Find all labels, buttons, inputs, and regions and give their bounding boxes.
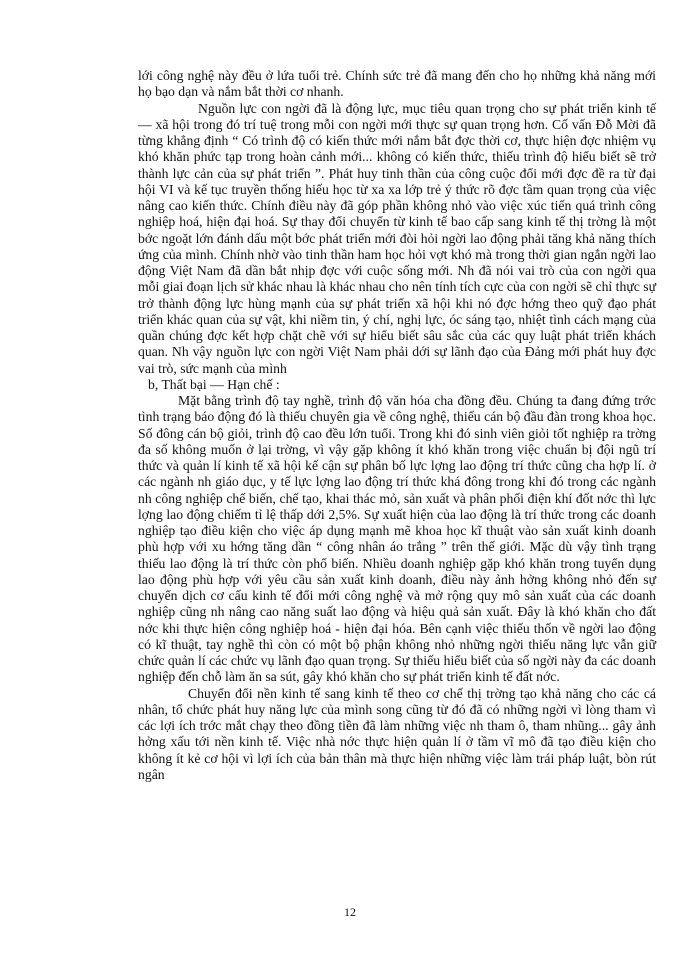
page-number: 12 xyxy=(344,905,356,919)
paragraph-human-resources: Nguồn lực con ngời đã là động lực, mục tiêu quan trọng cho sự phát triển kinh tế — xã hội trong đó trí tuệ trong mỗi con ngời mới thực sự quan trọng hơn. Cố vấn Đỗ Mời đã từng khẳng định “ Có trình độ có kiến thức mới nắm bắt đợc thời cơ, thực hiện đợc nhiệm vụ khó khăn phức tạp trong hoàn cảnh mới... không có kiến thức, thiếu trình độ hiểu biết sẽ trở thành lực cản của sự phát triển ”. Phát huy tinh thần của công cuộc đổi mới đợc đề ra từ đại hội VI và kế tục truyền thống hiếu học từ xa xa lớp trẻ ý thức rõ đợc tầm quan trọng của việc nâng cao kiến thức. Chính điều này đã góp phần không nhỏ vào việc xúc tiến quá trình công nghiệp hoá, hiện đại hoá. Sự thay đổi chuyển từ kinh tế bao cấp sang kinh tế thị trờng là một bớc ngoặt lớn đánh dấu một bớc phát triển mới đòi hỏi ngời lao động phải tăng khả năng thích ứng của mình. Chính nhờ vào tinh thần ham học hỏi vợt khó mà trong thời gian ngắn ngời lao động Việt Nam đã dần bắt nhịp đợc với cuộc sống mới. Nh đã nói vai trò của con ngời qua mỗi giai đoạn lịch sử khác nhau là khác nhau cho nên tính tích cực của con ngời sẽ chỉ thực sự trở thành động lực hùng mạnh của sự phát triển xã hội khi nó đợc hớng theo quỹ đạo phát triển khác quan của sự vật, khi niềm tin, ý chí, nghị lực, óc sáng tạo, nhiệt tình cách mạng của quần chúng đợc kết hợp chặt chẽ với sự hiểu biết sâu sắc của các quy luật phát triển khách quan. Nh vậy nguồn lực con ngời Việt Nam phải dới sự lãnh đạo của Đảng mới phát huy đợc vai trò, sức mạnh của mình xyxy=(138,100,656,376)
paragraph-continuation: lới công nghệ này đều ở lứa tuổi trẻ. Chính sức trẻ đã mang đến cho họ những khả năng mới họ bạo dạn và nắm bắt thời cơ nhanh. xyxy=(138,68,656,100)
paragraph-market-economy: Chuyển đổi nền kinh tế sang kinh tế theo cơ chế thị trờng tạo khả năng cho các cá nhân, tổ chức phát huy năng lực của mình song cũng từ đó đã có những ngời vì lòng tham vì các lợi ích trớc mắt chạy theo đồng tiền đã làm những việc nh tham ô, tham nhũng... gây ảnh hởng xấu tới nền kinh tế. Việc nhà nớc thực hiện quản lí ở tầm vĩ mô đã tạo điều kiện cho không ít kẻ cơ hội vì lợi ích của bản thân mà thực hiện những việc làm trái pháp luật, bòn rút ngân xyxy=(138,685,656,782)
body-text xyxy=(138,68,656,783)
paragraph-skill-levels: Mặt bằng trình độ tay nghề, trình độ văn hóa cha đồng đều. Chúng ta đang đứng trớc tình trạng báo động đó là thiếu chuyên gia về công nghệ, thiếu cán bộ đầu đàn trong khoa học. Số đông cán bộ giỏi, trình độ cao đều lớn tuổi. Trong khi đó sinh viên giỏi tốt nghiệp ra trờng đa số không muốn ở lại trờng, vì vậy gặp không ít khó khăn trong việc chuẩn bị đội ngũ trí thức và quản lí kinh tế xã hội kế cận sự phân bố lực lợng lao động trí thức cũng cha hợp lí. ở các ngành nh giáo dục, y tế lực lợng lao động trí thức khá đông trong khi đó trong các ngành nh công nghiệp chế biến, chế tạo, khai thác mỏ, sản xuất và phân phối điện khí đốt nớc thì lực lợng lao động chiếm tỉ lệ thấp dới 2,5%. Sự xuất hiện của lao động là trí thức trong các doanh nghiệp tạo điều kiện cho việc áp dụng mạnh mẽ khoa học kĩ thuật vào sản xuất kinh doanh phù hợp với xu hớng tăng dần “ công nhân áo trắng ” trên thế giới. Mặc dù vậy tình trạng thiếu lao động là trí thức còn phổ biến. Nhiều doanh nghiệp gặp khó khăn trong tuyển dụng lao động phù hợp với yêu cầu sản xuất kinh doanh, điều này ảnh hởng không nhỏ đến sự chuyển dịch cơ cấu kinh tế đổi mới công nghệ và mở rộng quy mô sản xuất của các doanh nghiệp cũng nh nâng cao năng suất lao động và hiệu quả sản xuất. Đây là khó khăn cho đất nớc khi thực hiện công nghiệp hoá - hiện đại hóa. Bên cạnh việc thiếu thốn về ngời lao động có kĩ thuật, tay nghề thì còn có một bộ phận không nhỏ những ngời thiếu năng lực vẫn giữ chức quản lí các chức vụ lãnh đạo quan trọng. Sự thiếu hiểu biết của số ngời này đa các doanh nghiệp đến chỗ làm ăn sa sút, gây khó khăn cho sự phát triển kinh tế đất nớc. xyxy=(138,393,656,685)
section-heading-limitations: b, Thất bại — Hạn chế : xyxy=(148,376,280,392)
